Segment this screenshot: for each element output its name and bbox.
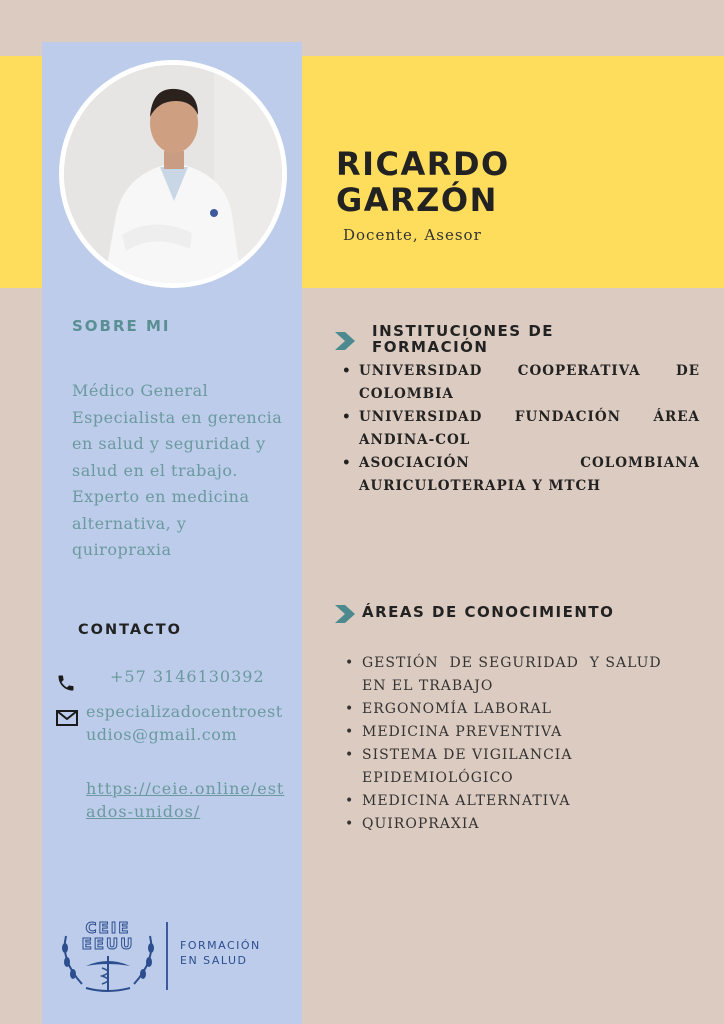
- website-link[interactable]: https://ceie.online/estados-unidos/: [86, 779, 285, 821]
- contact-heading: CONTACTO: [78, 622, 182, 638]
- institutions-heading: INSTITUCIONES DE FORMACIÓN: [372, 322, 555, 356]
- arrow-right-icon: [335, 332, 357, 350]
- person-name: [336, 146, 636, 218]
- list-item: • QUIROPRAXIA: [344, 813, 674, 836]
- mail-icon: [56, 710, 78, 726]
- caduceus-logo: [56, 918, 160, 994]
- logo-tagline: [180, 938, 261, 968]
- name-line-1: RICARDO: [336, 145, 510, 183]
- logo-divider: [166, 922, 168, 990]
- avatar: [59, 60, 287, 288]
- logo-tagline-line-2: EN SALUD: [180, 954, 248, 967]
- areas-list: [344, 652, 674, 836]
- areas-heading: ÁREAS DE CONOCIMIENTO: [362, 603, 615, 621]
- logo-text-bottom: EEUU: [81, 935, 135, 953]
- list-item: • ASOCIACIÓN COLOMBIANA AURICULOTERAPIA Y MTCH: [340, 452, 700, 498]
- list-item: • MEDICINA PREVENTIVA: [344, 721, 674, 744]
- list-item: • UNIVERSIDAD FUNDACIÓN ÁREA ANDINA-COL: [340, 406, 700, 452]
- list-item: • UNIVERSIDAD COOPERATIVA DE COLOMBIA: [340, 360, 700, 406]
- list-item: • GESTIÓN DE SEGURIDAD Y SALUD EN EL TRABAJO: [344, 652, 674, 698]
- list-item: • ERGONOMÍA LABORAL: [344, 698, 674, 721]
- logo-text-top: CEIE: [85, 919, 131, 937]
- about-paragraph: Médico General Especialista en gerencia en salud y seguridad y salud en el trabajo. Experto en medicina alternativa, y quiropraxia: [72, 381, 283, 559]
- logo-tagline-line-1: FORMACIÓN: [180, 939, 261, 952]
- phone-icon: [56, 673, 76, 693]
- job-title: Docente, Asesor: [343, 226, 482, 244]
- about-heading: SOBRE MI: [72, 317, 171, 335]
- arrow-right-icon: [335, 605, 357, 623]
- name-line-2: GARZÓN: [336, 181, 498, 219]
- institutions-list: [340, 360, 700, 498]
- about-text: [72, 378, 287, 564]
- email-address[interactable]: especializadocentroestudios@gmail.com: [86, 702, 283, 744]
- list-item: • MEDICINA ALTERNATIVA: [344, 790, 674, 813]
- profile-photo: [64, 65, 282, 283]
- list-item: • SISTEMA DE VIGILANCIA EPIDEMIOLÓGICO: [344, 744, 674, 790]
- phone-number[interactable]: +57 3146130392: [110, 667, 265, 686]
